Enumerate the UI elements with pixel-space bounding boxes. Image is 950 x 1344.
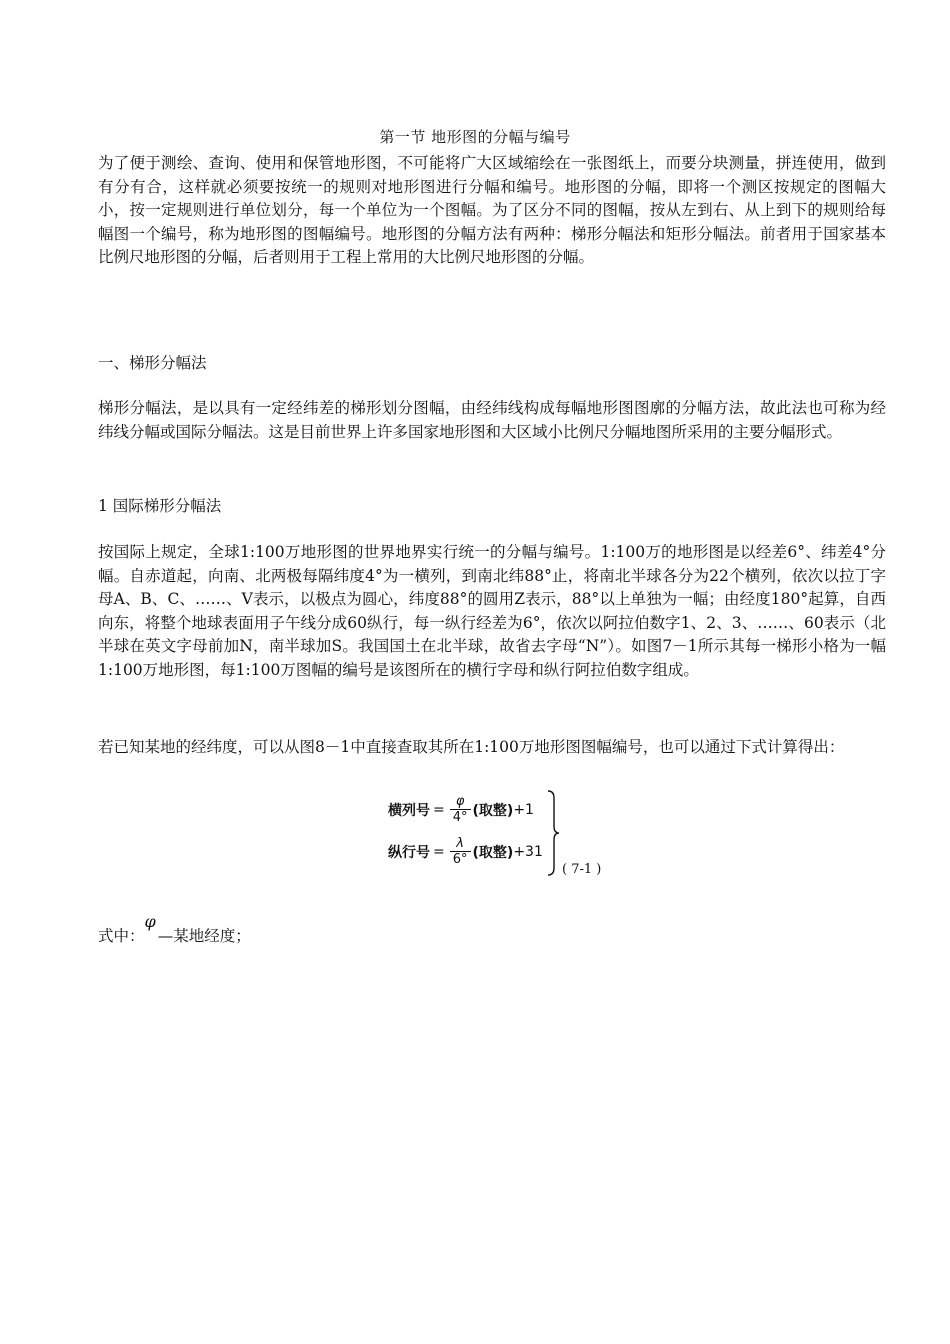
section-title: 第一节 地形图的分幅与编号 bbox=[379, 128, 571, 146]
fraction-longitude bbox=[450, 836, 471, 867]
legend-prefix: 式中： bbox=[98, 927, 145, 945]
formula-row-column-number bbox=[388, 836, 543, 867]
fraction-numerator: φ bbox=[455, 794, 465, 809]
equals-sign: = bbox=[433, 843, 445, 860]
equation-number: ( 7-1 ) bbox=[562, 862, 602, 877]
column-number-label: 纵行号 bbox=[388, 844, 430, 861]
international-paragraph: 按国际上规定，全球1:100万地形图的世界地界实行统一的分幅与编号。1:100万的地形图是以经差6°、纬差4°分幅。自赤道起，向南、北两极每隔纬度4°为一横列，到南北纬88°止，将南北半球各分为22个横列，依次以拉丁字母A、B、C、……、V表示，以极点为圆心，纬度88°的圆用Z表示，88°以上单独为一幅；由经度180°起算，自西向东，将整个地球表面用子午线分成60纵行，每一纵行经差为6°，依次以阿拉伯数字1、2、3、……、60表示（北半球在英文字母前加N，南半球加S。我国国土在北半球，故省去字母“N”）。如图7－1所示其每一梯形小格为一幅1:100万地形图，每1:100万图幅的编号是该图所在的横行字母和纵行阿拉伯数字组成。 bbox=[98, 543, 886, 679]
fraction-numerator: λ bbox=[456, 836, 464, 851]
right-brace-icon bbox=[546, 790, 560, 876]
row-number-label: 横列号 bbox=[388, 802, 430, 819]
formula-legend bbox=[98, 912, 251, 946]
fraction-denominator: 6° bbox=[450, 851, 471, 867]
fraction-denominator: 4° bbox=[450, 809, 471, 825]
formula-7-1 bbox=[388, 790, 628, 880]
equals-sign: = bbox=[433, 801, 445, 818]
formula-row-row-number bbox=[388, 794, 534, 825]
phi-symbol: φ bbox=[144, 912, 156, 931]
fraction-latitude bbox=[450, 794, 471, 825]
trapezoid-paragraph: 梯形分幅法，是以具有一定经纬差的梯形划分图幅，由经纬线构成每幅地形图图廓的分幅方法，故此法也可称为经纬线分幅或国际分幅法。这是目前世界上许多国家地形图和大区域小比例尺分幅地图所采用的主要分幅形式。 bbox=[98, 399, 886, 441]
round-label: (取整) bbox=[472, 802, 514, 819]
add-term: +1 bbox=[513, 801, 534, 818]
add-term: +31 bbox=[513, 843, 543, 860]
subsection-heading-international: 1 国际梯形分幅法 bbox=[98, 497, 222, 515]
intro-paragraph: 为了便于测绘、查询、使用和保管地形图，不可能将广大区域缩绘在一张图纸上，而要分块测量，拼连使用，做到有分有合，这样就必须要按统一的规则对地形图进行分幅和编号。地形图的分幅，即将一个测区按规定的图幅大小，按一定规则进行单位划分，每一个单位为一个图幅。为了区分不同的图幅，按从左到右、从上到下的规则给每幅图一个编号，称为地形图的图幅编号。地形图的分幅方法有两种：梯形分幅法和矩形分幅法。前者用于国家基本比例尺地形图的分幅，后者则用于工程上常用的大比例尺地形图的分幅。 bbox=[98, 154, 886, 266]
legend-text: —某地经度； bbox=[157, 927, 251, 945]
calculation-paragraph: 若已知某地的经纬度，可以从图8－1中直接查取其所在1:100万地形图图幅编号，也可以通过下式计算得出： bbox=[98, 738, 845, 756]
round-label: (取整) bbox=[472, 844, 514, 861]
section-heading-trapezoid: 一、梯形分幅法 bbox=[98, 354, 207, 372]
